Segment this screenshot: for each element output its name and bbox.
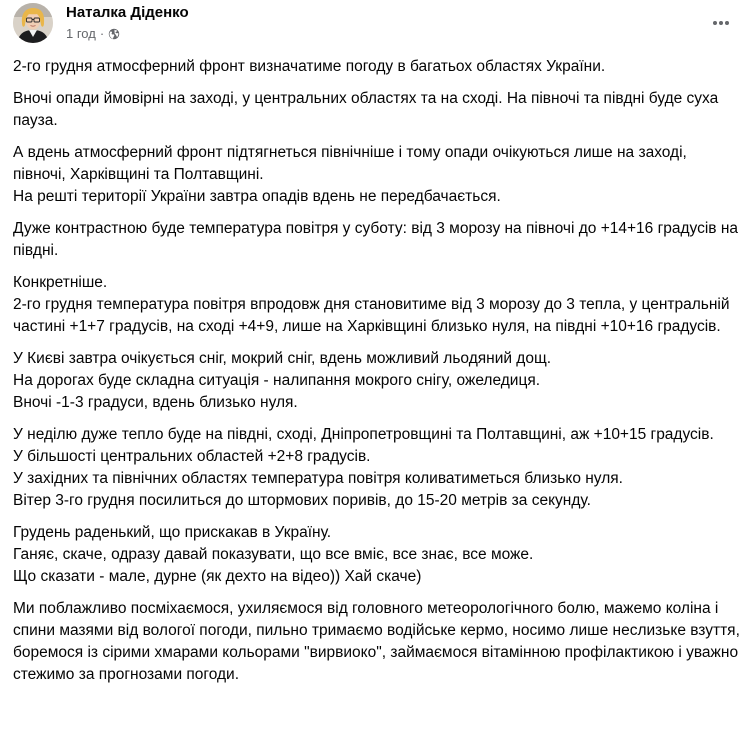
post-line: Конкретніше. <box>13 274 108 291</box>
avatar-portrait-icon <box>13 3 53 43</box>
post-paragraph-9 <box>13 598 743 686</box>
post-line: На решті території України завтра опадів вдень не передбачається. <box>13 188 501 205</box>
post-line: У західних та північних областях температура повітря коливатиметься близько нуля. <box>13 470 623 487</box>
post-line: Дуже контрастною буде температура повітря у суботу: від 3 морозу на півночі до +14+16 градусів на півдні. <box>13 220 739 259</box>
more-horizontal-icon <box>711 13 731 33</box>
post-line: 2-го грудня температура повітря впродовж дня становитиме від 3 морозу до 3 тепла, у центральній частині +1+7 градусів, на сході +4+9, лише на Харківщині близько нуля, на півдні +10+16 градусів. <box>13 296 730 335</box>
post-line: У більшості центральних областей +2+8 градусів. <box>13 448 371 465</box>
post-timestamp[interactable]: 1 год <box>66 26 96 41</box>
post-line: Вночі -1-3 градуси, вдень близько нуля. <box>13 394 298 411</box>
post-meta <box>66 26 120 41</box>
post-line: Ми поблажливо посміхаємося, ухиляємося від головного метеорологічного болю, мажемо коліна і спини мазями від вологої погоди, пильно тримаємо водійське кермо, носимо лише неслизьке взуття, боремося із сірими хмарами кольорами "вирвиоко", займаємося вітамінною профілактикою і уважно стежимо за прогнозами погоди. <box>13 600 740 683</box>
post-line: 2-го грудня атмосферний фронт визначатиме погоду в багатьох областях України. <box>13 58 606 75</box>
author-avatar[interactable] <box>13 3 53 43</box>
post-line: А вдень атмосферний фронт підтягнеться північніше і тому опади очікуються лише на заході, півночі, Харківщині та Полтавщині. <box>13 144 687 183</box>
post-paragraph-2 <box>13 88 743 132</box>
author-name[interactable]: Наталка Діденко <box>66 4 189 21</box>
post-line: Вітер 3-го грудня посилиться до штормових поривів, до 15-20 метрів за секунду. <box>13 492 591 509</box>
post-paragraph-3 <box>13 142 743 208</box>
meta-separator: · <box>99 26 105 41</box>
post-header <box>13 3 739 45</box>
post-line: Ганяє, скаче, одразу давай показувати, що все вміє, все знає, все може. <box>13 546 534 563</box>
post-line: Грудень раденький, що прискакав в Україну. <box>13 524 332 541</box>
post-paragraph-8 <box>13 522 743 588</box>
post-paragraph-4 <box>13 218 743 262</box>
post-paragraph-6 <box>13 348 743 414</box>
post-line: Вночі опади ймовірні на заході, у центральних областях та на сході. На півночі та півдні буде суха пауза. <box>13 90 719 129</box>
post-paragraph-5 <box>13 272 743 338</box>
post-line: У Києві завтра очікується сніг, мокрий сніг, вдень можливий льодяний дощ. <box>13 350 552 367</box>
post-text <box>13 56 743 696</box>
post-line: Що сказати - мале, дурне (як дехто на відео)) Хай скаче) <box>13 568 422 585</box>
post-paragraph-1 <box>13 56 743 78</box>
globe-icon[interactable] <box>108 28 120 40</box>
post-options-button[interactable] <box>703 5 739 41</box>
post-line: На дорогах буде складна ситуація - налипання мокрого снігу, ожеледиця. <box>13 372 541 389</box>
post-paragraph-7 <box>13 424 743 512</box>
post-line: У неділю дуже тепло буде на півдні, сході, Дніпропетровщині та Полтавщині, аж +10+15 градусів. <box>13 426 714 443</box>
